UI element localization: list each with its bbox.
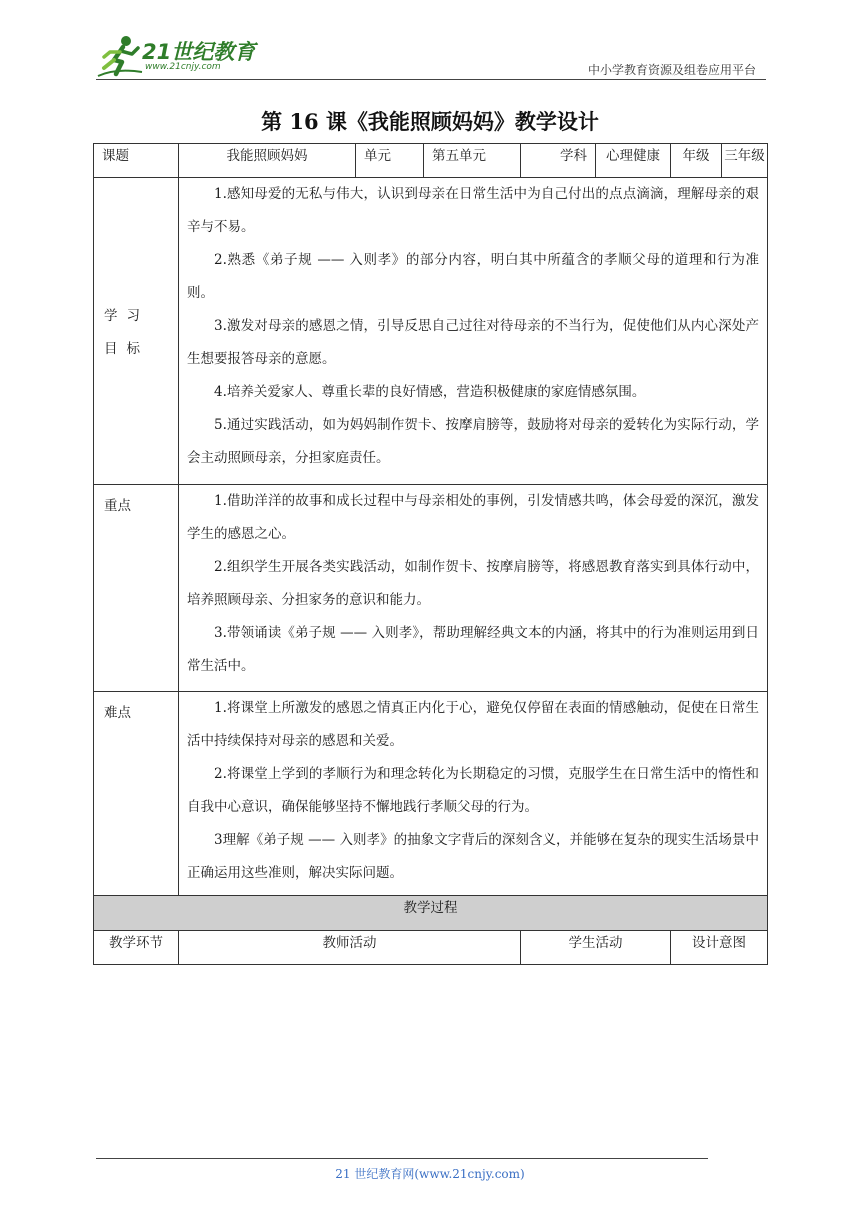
- logo-url: www.21cnjy.com: [145, 62, 221, 72]
- unit-label: 单元: [356, 144, 424, 178]
- objective-item: 1.感知母爱的无私与伟大，认识到母亲在日常生活中为自己付出的点点滴滴，理解母亲的艰辛与不易。: [187, 186, 759, 235]
- objective-item: 5.通过实践活动，如为妈妈制作贺卡、按摩肩膀等，鼓励将对母亲的爱转化为实际行动，学会主动照顾母亲，分担家庭责任。: [187, 417, 759, 466]
- process-columns-row: [94, 931, 768, 965]
- objective-item: 3.激发对母亲的感恩之情，引导反思自己过往对待母亲的不当行为，促使他们从内心深处产生想要报答母亲的意愿。: [187, 318, 759, 367]
- col-design-intent: 设计意图: [671, 931, 768, 965]
- runner-logo-icon: [96, 34, 146, 78]
- key-points-label-cell: [94, 485, 179, 692]
- key-points-content: [179, 485, 768, 692]
- page-title: 第 16 课《我能照顾妈妈》教学设计: [261, 109, 599, 134]
- subject-label: 学科: [521, 144, 596, 178]
- objectives-label: [104, 300, 168, 366]
- course-value: 我能照顾妈妈: [179, 144, 356, 178]
- objectives-row: [94, 178, 768, 485]
- objectives-label-line1: 学习: [104, 308, 149, 324]
- difficulty-item: 1.将课堂上所激发的感恩之情真正内化于心，避免仅停留在表面的情感触动，促使在日常生活中持续保持对母亲的感恩和关爱。: [187, 700, 759, 749]
- footer-divider: [96, 1158, 708, 1159]
- difficulties-label-cell: [94, 692, 179, 896]
- difficulties-row: [94, 692, 768, 896]
- grade-label: 年级: [671, 144, 722, 178]
- platform-name: 中小学教育资源及组卷应用平台: [587, 63, 756, 77]
- page-header: [96, 34, 766, 80]
- difficulties-label: 难点: [104, 705, 131, 721]
- teaching-process-heading-row: [94, 896, 768, 931]
- key-points-label: 重点: [104, 498, 131, 514]
- difficulties-content: [179, 692, 768, 896]
- site-logo[interactable]: [96, 34, 266, 78]
- key-points-row: [94, 485, 768, 692]
- unit-value: 第五单元: [424, 144, 521, 178]
- difficulty-item: 3理解《弟子规 —— 入则孝》的抽象文字背后的深刻含义，并能够在复杂的现实生活场景中正确运用这些准则，解决实际问题。: [187, 832, 759, 881]
- key-point-item: 2.组织学生开展各类实践活动，如制作贺卡、按摩肩膀等，将感恩教育落实到具体行动中，培养照顾母亲、分担家务的意识和能力。: [187, 559, 759, 608]
- objective-item: 4.培养关爱家人、尊重长辈的良好情感，营造积极健康的家庭情感氛围。: [214, 384, 646, 400]
- grade-value: 三年级: [722, 144, 768, 178]
- footer-link[interactable]: 21 世纪教育网(www.21cnjy.com): [335, 1167, 525, 1181]
- course-label: 课题: [94, 144, 179, 178]
- objectives-label-line2: 目标: [104, 341, 149, 357]
- objective-item: 2.熟悉《弟子规 —— 入则孝》的部分内容，明白其中所蕴含的孝顺父母的道理和行为准则。: [187, 252, 759, 301]
- difficulty-item: 2.将课堂上学到的孝顺行为和理念转化为长期稳定的习惯，克服学生在日常生活中的惰性和自我中心意识，确保能够坚持不懈地践行孝顺父母的行为。: [187, 766, 759, 815]
- objectives-content: [179, 178, 768, 485]
- col-teacher-activity: 教师活动: [179, 931, 521, 965]
- col-teaching-stage: 教学环节: [94, 931, 179, 965]
- key-point-item: 1.借助洋洋的故事和成长过程中与母亲相处的事例，引发情感共鸣，体会母爱的深沉，激发学生的感恩之心。: [187, 493, 759, 542]
- objectives-label-cell: [94, 178, 179, 485]
- header-divider: [96, 79, 766, 80]
- logo-text: 21世纪教育: [142, 40, 256, 64]
- info-row: [94, 144, 768, 178]
- col-student-activity: 学生活动: [521, 931, 671, 965]
- subject-value: 心理健康: [596, 144, 671, 178]
- teaching-process-heading: 教学过程: [94, 896, 768, 931]
- key-point-item: 3.带领诵读《弟子规 —— 入则孝》，帮助理解经典文本的内涵，将其中的行为准则运用到日常生活中。: [187, 625, 759, 674]
- lesson-plan-table: [93, 143, 768, 965]
